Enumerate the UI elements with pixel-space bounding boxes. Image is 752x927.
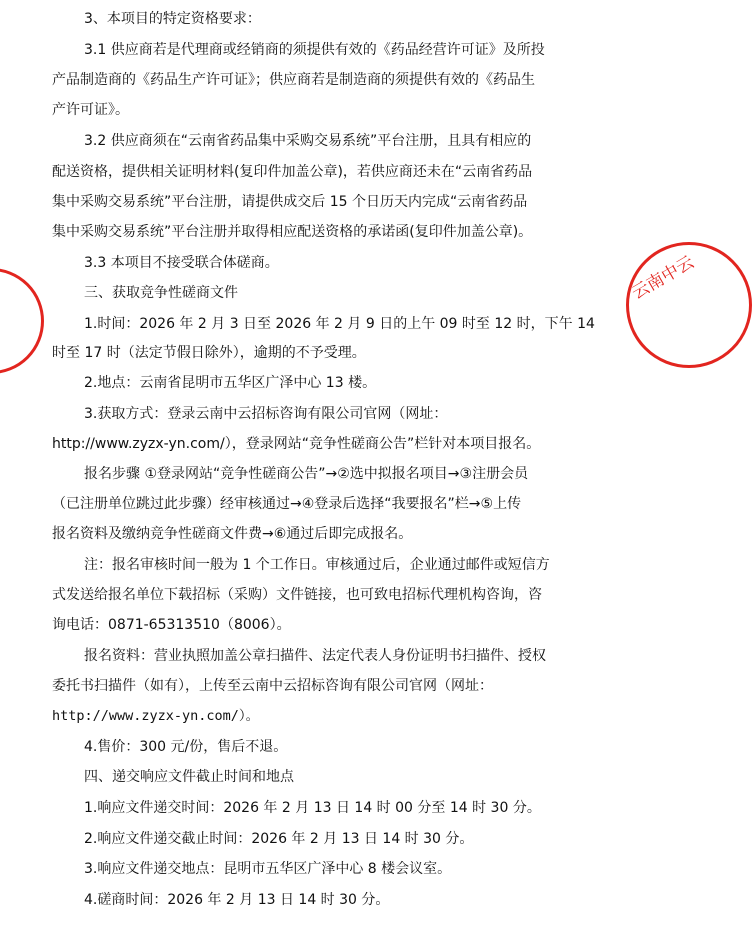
requirements-heading: 3、本项目的特定资格要求：	[84, 11, 261, 27]
submission-time: 1.响应文件递交时间：2026 年 2 月 13 日 14 时 00 分至 14 时 30 分。	[84, 800, 541, 816]
requirement-3-3: 3.3 本项目不接受联合体磋商。	[84, 255, 279, 271]
requirement-3-2-line-1: 3.2 供应商须在“云南省药品集中采购交易系统”平台注册，且具有相应的	[84, 133, 532, 149]
acquisition-time-line-2: 时至 17 时（法定节假日除外），逾期的不予受理。	[52, 345, 366, 361]
registration-steps-line-3: 报名资料及缴纳竞争性磋商文件费→⑥通过后即完成报名。	[52, 526, 413, 542]
requirement-3-2-line-2: 配送资格，提供相关证明材料(复印件加盖公章)，若供应商还未在“云南省药品	[52, 164, 533, 180]
registration-docs-line-1: 报名资料：营业执照加盖公章扫描件、法定代表人身份证明书扫描件、授权	[84, 648, 546, 664]
official-seal-left	[0, 268, 44, 374]
requirement-3-2-line-4: 集中采购交易系统”平台注册并取得相应配送资格的承诺函(复印件加盖公章)。	[52, 224, 533, 240]
registration-docs-line-3: http://www.zyzx-yn.com/）。	[52, 708, 260, 724]
requirement-3-2-line-3: 集中采购交易系统”平台注册，请提供成交后 15 个日历天内完成“云南省药品	[52, 194, 528, 210]
requirement-3-1-line-1: 3.1 供应商若是代理商或经销商的须提供有效的《药品经营许可证》及所投	[84, 42, 545, 58]
official-seal-right	[626, 242, 752, 368]
registration-steps-line-2: （已注册单位跳过此步骤）经审核通过→④登录后选择“我要报名”栏→⑤上传	[52, 496, 522, 512]
seal-text: 云南中云	[628, 252, 698, 304]
requirement-3-1-line-2: 产品制造商的《药品生产许可证》；供应商若是制造商的须提供有效的《药品生	[52, 72, 535, 88]
acquisition-time-line-1: 1.时间：2026 年 2 月 3 日至 2026 年 2 月 9 日的上午 09 时至 12 时，下午 14	[84, 316, 595, 332]
review-note-line-2: 式发送给报名单位下载招标（采购）文件链接，也可致电招标代理机构咨询，咨	[52, 587, 542, 603]
acquisition-method-line-1: 3.获取方式：登录云南中云招标咨询有限公司官网（网址：	[84, 406, 448, 422]
acquisition-location: 2.地点：云南省昆明市五华区广泽中心 13 楼。	[84, 375, 377, 391]
registration-docs-line-2: 委托书扫描件（如有），上传至云南中云招标咨询有限公司官网（网址：	[52, 678, 493, 694]
review-note-line-1: 注：报名审核时间一般为 1 个工作日。审核通过后，企业通过邮件或短信方	[84, 557, 550, 573]
section-4-heading: 四、递交响应文件截止时间和地点	[84, 769, 294, 785]
acquisition-method-line-2: http://www.zyzx-yn.com/），登录网站“竞争性磋商公告”栏针对本项目报名。	[52, 436, 541, 452]
price-line: 4.售价：300 元/份，售后不退。	[84, 739, 288, 755]
section-3-heading: 三、获取竞争性磋商文件	[84, 285, 238, 301]
review-note-line-3: 询电话：0871-65313510（8006）。	[52, 617, 291, 633]
registration-steps-line-1: 报名步骤 ①登录网站“竞争性磋商公告”→②选中拟报名项目→③注册会员	[84, 466, 529, 482]
submission-location: 3.响应文件递交地点：昆明市五华区广泽中心 8 楼会议室。	[84, 861, 452, 877]
submission-deadline: 2.响应文件递交截止时间：2026 年 2 月 13 日 14 时 30 分。	[84, 831, 474, 847]
requirement-3-1-line-3: 产许可证》。	[52, 102, 129, 118]
negotiation-time: 4.磋商时间：2026 年 2 月 13 日 14 时 30 分。	[84, 892, 390, 908]
